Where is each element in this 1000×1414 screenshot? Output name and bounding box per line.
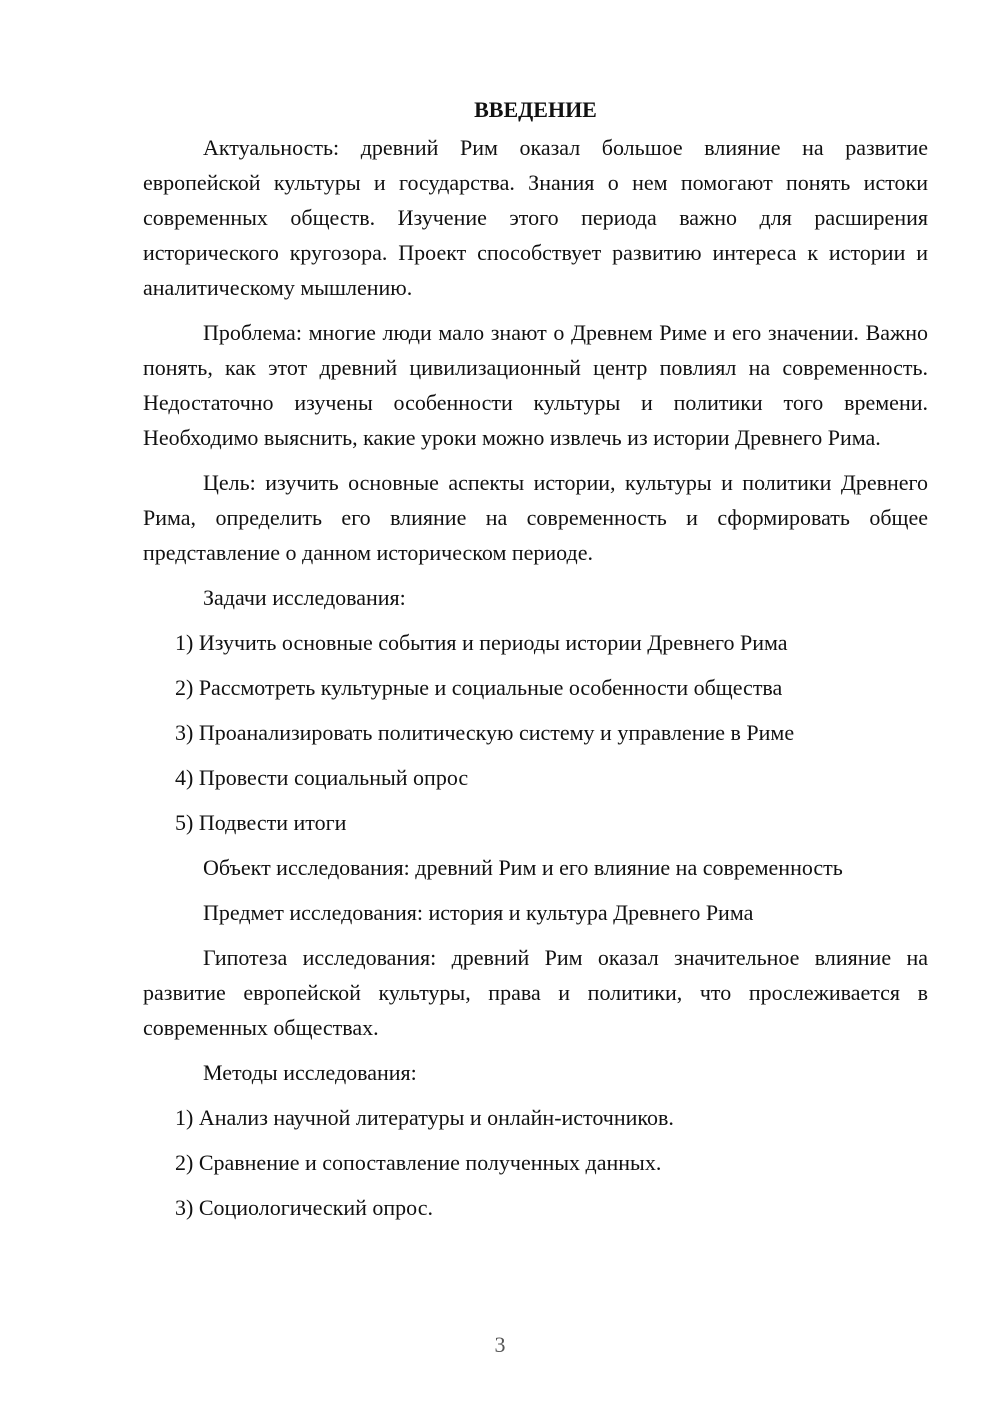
page-number: 3 xyxy=(494,1332,506,1357)
task-item: 5) Подвести итоги xyxy=(175,810,347,835)
document-page xyxy=(143,92,928,1235)
methods-heading: Методы исследования: xyxy=(203,1060,417,1085)
method-item: 1) Анализ научной литературы и онлайн-источников. xyxy=(175,1105,674,1130)
object-line: Объект исследования: древний Рим и его влияние на современность xyxy=(203,855,843,880)
hypothesis-paragraph: Гипотеза исследования: древний Рим оказал значительное влияние на развитие европейской культуры, права и политики, что прослеживается в современных обществах. xyxy=(143,945,928,1040)
goal-paragraph: Цель: изучить основные аспекты истории, культуры и политики Древнего Рима, определить его влияние на современность и сформировать общее представление о данном историческом периоде. xyxy=(143,470,928,565)
task-item: 3) Проанализировать политическую систему и управление в Риме xyxy=(175,720,795,745)
task-item: 2) Рассмотреть культурные и социальные особенности общества xyxy=(175,675,783,700)
method-item: 2) Сравнение и сопоставление полученных данных. xyxy=(175,1150,662,1175)
problem-paragraph: Проблема: многие люди мало знают о Древнем Риме и его значении. Важно понять, как этот древний цивилизационный центр повлиял на современность. Недостаточно изучены особенности культуры и политики того времени. Необходимо выяснить, какие уроки можно извлечь из истории Древнего Рима. xyxy=(143,320,928,450)
task-item: 4) Провести социальный опрос xyxy=(175,765,469,790)
tasks-heading: Задачи исследования: xyxy=(203,585,406,610)
page-title: ВВЕДЕНИЕ xyxy=(474,97,597,122)
subject-line: Предмет исследования: история и культура Древнего Рима xyxy=(203,900,754,925)
tasks-list xyxy=(143,625,928,840)
task-item: 1) Изучить основные события и периоды истории Древнего Рима xyxy=(175,630,788,655)
methods-list xyxy=(143,1100,928,1225)
relevance-paragraph: Актуальность: древний Рим оказал большое влияние на развитие европейской культуры и государства. Знания о нем помогают понять истоки современных обществ. Изучение этого периода важно для расширения исторического кругозора. Проект способствует развитию интереса к истории и аналитическому мышлению. xyxy=(143,135,928,300)
method-item: 3) Социологический опрос. xyxy=(175,1195,433,1220)
